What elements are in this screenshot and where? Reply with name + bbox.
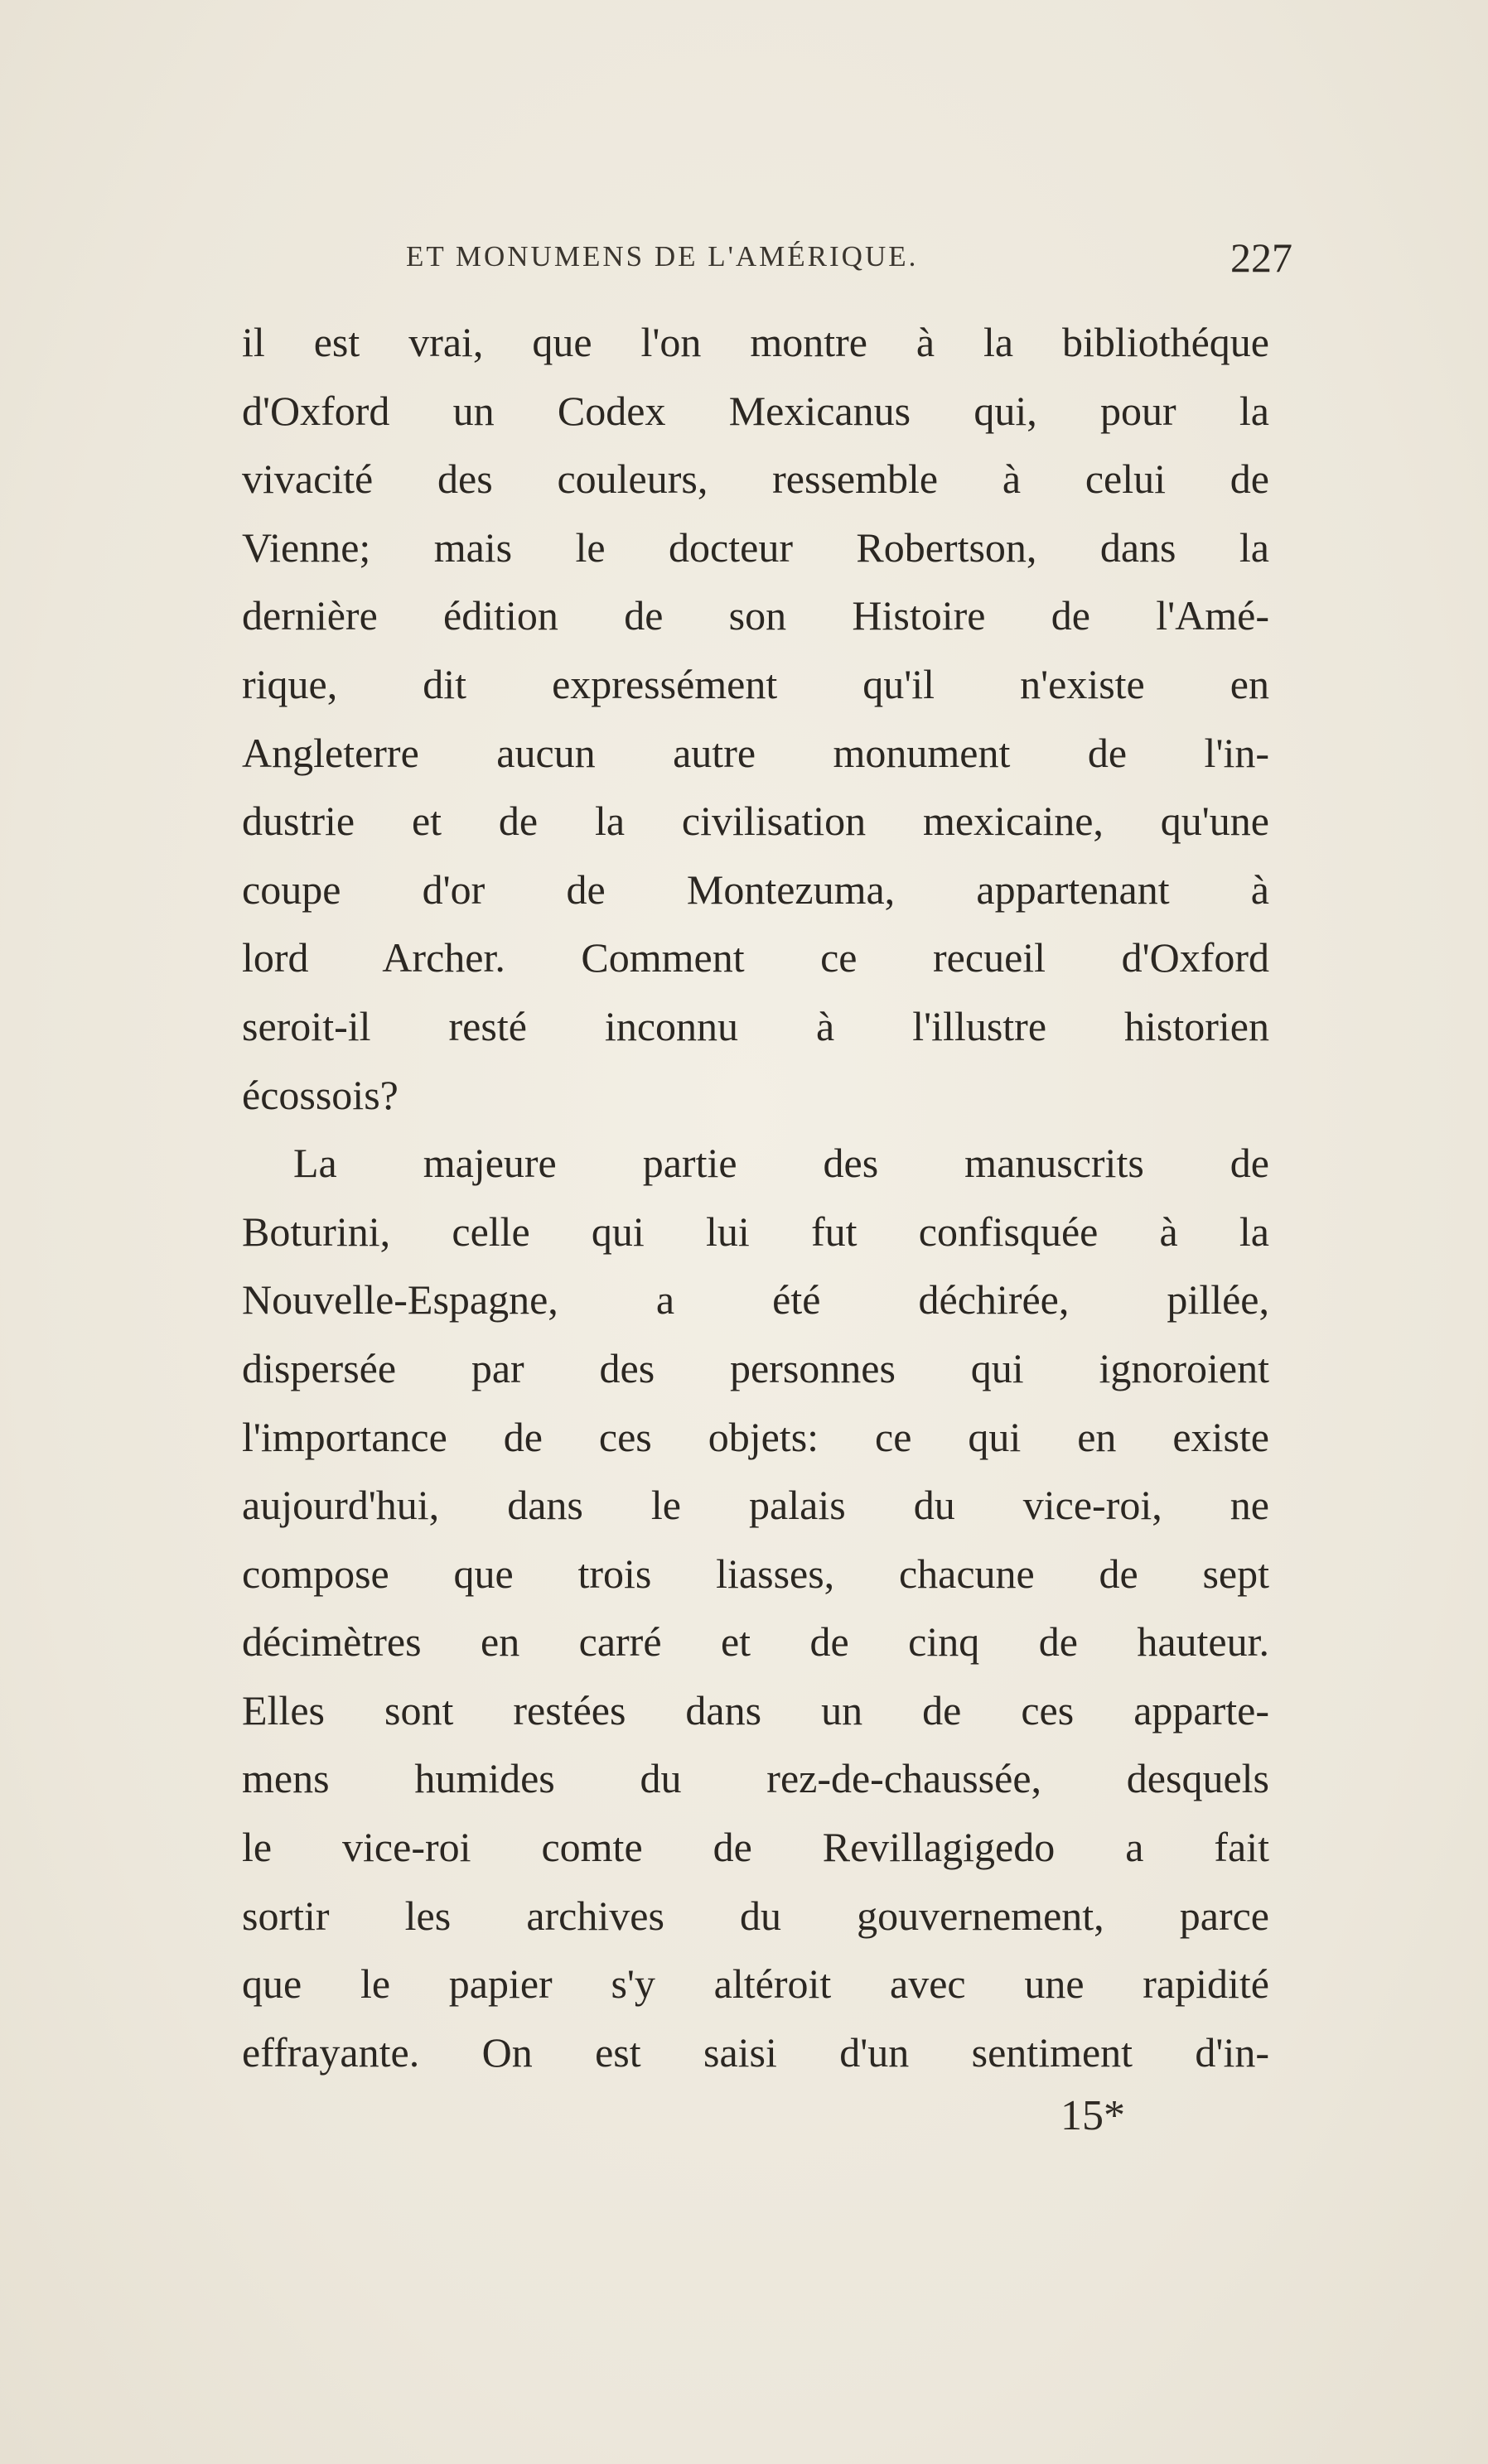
text-line: d'Oxford un Codex Mexicanus qui, pour la <box>242 387 1269 434</box>
text-line: Vienne; mais le docteur Robertson, dans la <box>242 523 1269 571</box>
text-line: rique, dit expressément qu'il n'existe en <box>242 660 1269 707</box>
page-header <box>406 234 1301 283</box>
text-line: lord Archer. Comment ce recueil d'Oxford <box>242 934 1269 981</box>
text-line: décimètres en carré et de cinq de hauteur. <box>242 1618 1269 1666</box>
text-line: Elles sont restées dans un de ces apparte- <box>242 1686 1269 1733</box>
text-line: il est vrai, que l'on montre à la bibliothéque <box>242 319 1269 365</box>
text-line: effrayante. On est saisi d'un sentiment d'in- <box>242 2028 1269 2076</box>
paragraph-start-line: La majeure partie des manuscrits de <box>293 1140 1269 1187</box>
text-line: seroit-il resté inconnu à l'illustre historien <box>242 1002 1269 1049</box>
text-line: l'importance de ces objets: ce qui en existe <box>242 1413 1269 1460</box>
text-line: compose que trois liasses, chacune de sept <box>242 1550 1269 1597</box>
text-line: dustrie et de la civilisation mexicaine, qu'une <box>242 798 1269 845</box>
text-line: Boturini, celle qui lui fut confisquée à la <box>242 1208 1269 1255</box>
text-line: Nouvelle-Espagne, a été déchirée, pillée, <box>242 1276 1269 1324</box>
body-text <box>242 308 1269 2086</box>
running-head: ET MONUMENS DE L'AMÉRIQUE. <box>406 240 919 272</box>
page-number: 227 <box>1230 234 1292 281</box>
text-line: sortir les archives du gouvernement, parce <box>242 1892 1269 1939</box>
text-line: écossois? <box>242 1071 399 1118</box>
text-line: que le papier s'y altéroit avec une rapidité <box>242 1960 1269 2008</box>
text-line: le vice-roi comte de Revillagigedo a fait <box>242 1824 1269 1871</box>
text-line: aujourd'hui, dans le palais du vice-roi, ne <box>242 1482 1269 1529</box>
text-line: Angleterre aucun autre monument de l'in- <box>242 729 1269 776</box>
text-line: mens humides du rez-de-chaussée, desquels <box>242 1755 1269 1802</box>
signature-mark: 15* <box>1060 2092 1125 2139</box>
text-line: vivacité des couleurs, ressemble à celui de <box>242 456 1269 503</box>
text-line: dispersée par des personnes qui ignoroient <box>242 1344 1269 1391</box>
text-line: coupe d'or de Montezuma, appartenant à <box>242 866 1269 913</box>
text-line: dernière édition de son Histoire de l'Amé- <box>242 592 1269 639</box>
